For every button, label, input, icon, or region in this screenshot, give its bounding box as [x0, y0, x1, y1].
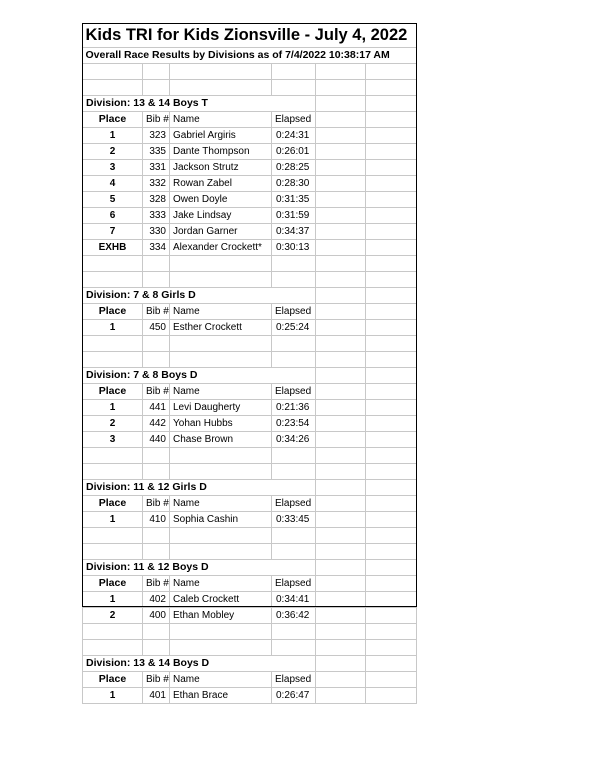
elapsed-cell: 0:30:13 — [272, 240, 316, 256]
results-table — [82, 23, 417, 704]
empty-cell — [143, 528, 170, 544]
empty-cell — [366, 416, 417, 432]
spacer-row — [83, 80, 417, 96]
elapsed-cell: 0:26:01 — [272, 144, 316, 160]
empty-cell — [170, 528, 272, 544]
empty-cell — [366, 496, 417, 512]
column-header-name: Name — [170, 384, 272, 400]
empty-cell — [366, 368, 417, 384]
name-cell: Esther Crockett — [170, 320, 272, 336]
elapsed-cell: 0:23:54 — [272, 416, 316, 432]
elapsed-cell: 0:24:31 — [272, 128, 316, 144]
empty-cell — [316, 96, 366, 112]
place-cell: 1 — [83, 400, 143, 416]
column-header-row — [83, 384, 417, 400]
empty-cell — [272, 544, 316, 560]
result-row — [83, 176, 417, 192]
empty-cell — [366, 656, 417, 672]
place-cell: 1 — [83, 512, 143, 528]
empty-cell — [170, 256, 272, 272]
empty-cell — [366, 304, 417, 320]
results-sheet — [82, 23, 416, 704]
empty-cell — [316, 672, 366, 688]
empty-cell — [143, 64, 170, 80]
empty-cell — [316, 640, 366, 656]
elapsed-cell: 0:21:36 — [272, 400, 316, 416]
column-header-elapsed: Elapsed — [272, 496, 316, 512]
place-cell: 5 — [83, 192, 143, 208]
result-row — [83, 512, 417, 528]
division-heading: Division: 11 & 12 Girls D — [83, 480, 316, 496]
empty-cell — [366, 544, 417, 560]
bib-cell: 331 — [143, 160, 170, 176]
place-cell: EXHB — [83, 240, 143, 256]
column-header-bib: Bib # — [143, 496, 170, 512]
place-cell: 1 — [83, 592, 143, 608]
column-header-name: Name — [170, 496, 272, 512]
empty-cell — [143, 448, 170, 464]
empty-cell — [316, 192, 366, 208]
column-header-elapsed: Elapsed — [272, 672, 316, 688]
empty-cell — [316, 544, 366, 560]
division-heading: Division: 11 & 12 Boys D — [83, 560, 316, 576]
column-header-elapsed: Elapsed — [272, 384, 316, 400]
column-header-row — [83, 576, 417, 592]
empty-cell — [316, 240, 366, 256]
empty-cell — [366, 224, 417, 240]
column-header-elapsed: Elapsed — [272, 112, 316, 128]
result-row — [83, 320, 417, 336]
empty-cell — [366, 352, 417, 368]
empty-cell — [366, 448, 417, 464]
page-title: Kids TRI for Kids Zionsville - July 4, 2022 — [83, 23, 417, 48]
place-cell: 2 — [83, 608, 143, 624]
empty-cell — [366, 320, 417, 336]
title-row — [83, 23, 417, 48]
empty-cell — [316, 64, 366, 80]
column-header-place: Place — [83, 112, 143, 128]
empty-cell — [83, 448, 143, 464]
name-cell: Chase Brown — [170, 432, 272, 448]
column-header-name: Name — [170, 672, 272, 688]
page-subtitle: Overall Race Results by Divisions as of 7/4/2022 10:38:17 AM — [83, 48, 417, 64]
empty-cell — [316, 528, 366, 544]
empty-cell — [272, 64, 316, 80]
place-cell: 6 — [83, 208, 143, 224]
bib-cell: 401 — [143, 688, 170, 704]
result-row — [83, 240, 417, 256]
empty-cell — [83, 624, 143, 640]
column-header-place: Place — [83, 304, 143, 320]
empty-cell — [83, 464, 143, 480]
empty-cell — [366, 192, 417, 208]
empty-cell — [272, 352, 316, 368]
bib-cell: 335 — [143, 144, 170, 160]
empty-cell — [170, 64, 272, 80]
empty-cell — [366, 288, 417, 304]
result-row — [83, 592, 417, 608]
division-heading-row — [83, 288, 417, 304]
column-header-name: Name — [170, 304, 272, 320]
empty-cell — [316, 512, 366, 528]
empty-cell — [170, 448, 272, 464]
division-heading-row — [83, 368, 417, 384]
division-heading: Division: 13 & 14 Boys D — [83, 656, 316, 672]
division-heading-row — [83, 480, 417, 496]
elapsed-cell: 0:25:24 — [272, 320, 316, 336]
spacer-row — [83, 64, 417, 80]
column-header-elapsed: Elapsed — [272, 576, 316, 592]
place-cell: 7 — [83, 224, 143, 240]
empty-cell — [143, 336, 170, 352]
bib-cell: 333 — [143, 208, 170, 224]
spacer-row — [83, 448, 417, 464]
empty-cell — [316, 256, 366, 272]
place-cell: 3 — [83, 432, 143, 448]
empty-cell — [143, 640, 170, 656]
name-cell: Ethan Brace — [170, 688, 272, 704]
empty-cell — [366, 528, 417, 544]
empty-cell — [316, 384, 366, 400]
empty-cell — [316, 368, 366, 384]
empty-cell — [83, 80, 143, 96]
name-cell: Gabriel Argiris — [170, 128, 272, 144]
spacer-row — [83, 464, 417, 480]
empty-cell — [272, 80, 316, 96]
empty-cell — [316, 480, 366, 496]
empty-cell — [316, 416, 366, 432]
name-cell: Yohan Hubbs — [170, 416, 272, 432]
result-row — [83, 160, 417, 176]
name-cell: Dante Thompson — [170, 144, 272, 160]
bib-cell: 332 — [143, 176, 170, 192]
empty-cell — [83, 528, 143, 544]
elapsed-cell: 0:26:47 — [272, 688, 316, 704]
column-header-bib: Bib # — [143, 384, 170, 400]
empty-cell — [272, 624, 316, 640]
empty-cell — [366, 464, 417, 480]
place-cell: 1 — [83, 320, 143, 336]
division-heading-row — [83, 656, 417, 672]
empty-cell — [272, 464, 316, 480]
column-header-bib: Bib # — [143, 576, 170, 592]
bib-cell: 440 — [143, 432, 170, 448]
empty-cell — [170, 640, 272, 656]
empty-cell — [170, 544, 272, 560]
place-cell: 3 — [83, 160, 143, 176]
empty-cell — [366, 272, 417, 288]
empty-cell — [316, 144, 366, 160]
empty-cell — [366, 64, 417, 80]
empty-cell — [366, 96, 417, 112]
spacer-row — [83, 352, 417, 368]
empty-cell — [316, 400, 366, 416]
name-cell: Alexander Crockett* — [170, 240, 272, 256]
place-cell: 4 — [83, 176, 143, 192]
empty-cell — [143, 80, 170, 96]
empty-cell — [366, 688, 417, 704]
name-cell: Caleb Crockett — [170, 592, 272, 608]
empty-cell — [366, 480, 417, 496]
spacer-row — [83, 336, 417, 352]
result-row — [83, 192, 417, 208]
name-cell: Levi Daugherty — [170, 400, 272, 416]
empty-cell — [316, 304, 366, 320]
empty-cell — [366, 432, 417, 448]
empty-cell — [366, 384, 417, 400]
empty-cell — [366, 608, 417, 624]
empty-cell — [366, 400, 417, 416]
empty-cell — [316, 352, 366, 368]
empty-cell — [170, 352, 272, 368]
empty-cell — [170, 80, 272, 96]
column-header-name: Name — [170, 576, 272, 592]
empty-cell — [366, 336, 417, 352]
spacer-row — [83, 272, 417, 288]
spacer-row — [83, 544, 417, 560]
place-cell: 1 — [83, 128, 143, 144]
name-cell: Rowan Zabel — [170, 176, 272, 192]
division-heading: Division: 7 & 8 Girls D — [83, 288, 316, 304]
place-cell: 1 — [83, 688, 143, 704]
empty-cell — [316, 624, 366, 640]
name-cell: Ethan Mobley — [170, 608, 272, 624]
empty-cell — [316, 160, 366, 176]
division-heading: Division: 7 & 8 Boys D — [83, 368, 316, 384]
place-cell: 2 — [83, 416, 143, 432]
bib-cell: 442 — [143, 416, 170, 432]
name-cell: Jordan Garner — [170, 224, 272, 240]
elapsed-cell: 0:34:37 — [272, 224, 316, 240]
empty-cell — [316, 592, 366, 608]
empty-cell — [366, 256, 417, 272]
empty-cell — [366, 112, 417, 128]
empty-cell — [316, 288, 366, 304]
empty-cell — [83, 64, 143, 80]
empty-cell — [366, 640, 417, 656]
elapsed-cell: 0:28:30 — [272, 176, 316, 192]
empty-cell — [366, 592, 417, 608]
column-header-row — [83, 672, 417, 688]
empty-cell — [366, 176, 417, 192]
empty-cell — [316, 224, 366, 240]
empty-cell — [143, 464, 170, 480]
elapsed-cell: 0:31:59 — [272, 208, 316, 224]
result-row — [83, 688, 417, 704]
bib-cell: 323 — [143, 128, 170, 144]
spacer-row — [83, 640, 417, 656]
empty-cell — [143, 352, 170, 368]
result-row — [83, 416, 417, 432]
bib-cell: 328 — [143, 192, 170, 208]
empty-cell — [272, 640, 316, 656]
division-heading: Division: 13 & 14 Boys T — [83, 96, 316, 112]
bib-cell: 400 — [143, 608, 170, 624]
empty-cell — [366, 576, 417, 592]
empty-cell — [316, 128, 366, 144]
result-row — [83, 224, 417, 240]
column-header-elapsed: Elapsed — [272, 304, 316, 320]
elapsed-cell: 0:34:26 — [272, 432, 316, 448]
empty-cell — [143, 624, 170, 640]
elapsed-cell: 0:33:45 — [272, 512, 316, 528]
empty-cell — [316, 432, 366, 448]
place-cell: 2 — [83, 144, 143, 160]
empty-cell — [366, 208, 417, 224]
column-header-place: Place — [83, 496, 143, 512]
result-row — [83, 400, 417, 416]
empty-cell — [316, 176, 366, 192]
column-header-row — [83, 112, 417, 128]
spacer-row — [83, 528, 417, 544]
bib-cell: 330 — [143, 224, 170, 240]
name-cell: Jackson Strutz — [170, 160, 272, 176]
name-cell: Owen Doyle — [170, 192, 272, 208]
empty-cell — [316, 336, 366, 352]
empty-cell — [143, 256, 170, 272]
result-row — [83, 144, 417, 160]
empty-cell — [316, 320, 366, 336]
empty-cell — [272, 272, 316, 288]
result-row — [83, 432, 417, 448]
empty-cell — [366, 624, 417, 640]
empty-cell — [316, 496, 366, 512]
bib-cell: 334 — [143, 240, 170, 256]
elapsed-cell: 0:34:41 — [272, 592, 316, 608]
empty-cell — [366, 560, 417, 576]
spacer-row — [83, 624, 417, 640]
column-header-place: Place — [83, 384, 143, 400]
column-header-bib: Bib # — [143, 112, 170, 128]
empty-cell — [170, 464, 272, 480]
empty-cell — [316, 576, 366, 592]
empty-cell — [170, 272, 272, 288]
spacer-row — [83, 256, 417, 272]
column-header-place: Place — [83, 576, 143, 592]
elapsed-cell: 0:36:42 — [272, 608, 316, 624]
result-row — [83, 208, 417, 224]
empty-cell — [366, 80, 417, 96]
empty-cell — [316, 272, 366, 288]
column-header-row — [83, 304, 417, 320]
empty-cell — [316, 560, 366, 576]
division-heading-row — [83, 560, 417, 576]
empty-cell — [83, 256, 143, 272]
elapsed-cell: 0:28:25 — [272, 160, 316, 176]
empty-cell — [272, 256, 316, 272]
empty-cell — [366, 512, 417, 528]
empty-cell — [366, 144, 417, 160]
empty-cell — [83, 544, 143, 560]
bib-cell: 402 — [143, 592, 170, 608]
empty-cell — [272, 448, 316, 464]
empty-cell — [366, 240, 417, 256]
name-cell: Sophia Cashin — [170, 512, 272, 528]
empty-cell — [83, 352, 143, 368]
column-header-name: Name — [170, 112, 272, 128]
division-heading-row — [83, 96, 417, 112]
column-header-bib: Bib # — [143, 672, 170, 688]
result-row — [83, 608, 417, 624]
empty-cell — [316, 112, 366, 128]
bib-cell: 410 — [143, 512, 170, 528]
result-row — [83, 128, 417, 144]
empty-cell — [316, 656, 366, 672]
empty-cell — [316, 464, 366, 480]
subtitle-row — [83, 48, 417, 64]
bib-cell: 450 — [143, 320, 170, 336]
empty-cell — [366, 160, 417, 176]
column-header-place: Place — [83, 672, 143, 688]
column-header-bib: Bib # — [143, 304, 170, 320]
empty-cell — [170, 336, 272, 352]
name-cell: Jake Lindsay — [170, 208, 272, 224]
empty-cell — [366, 672, 417, 688]
empty-cell — [83, 272, 143, 288]
empty-cell — [83, 640, 143, 656]
bib-cell: 441 — [143, 400, 170, 416]
empty-cell — [170, 624, 272, 640]
empty-cell — [316, 608, 366, 624]
empty-cell — [316, 448, 366, 464]
elapsed-cell: 0:31:35 — [272, 192, 316, 208]
empty-cell — [83, 336, 143, 352]
column-header-row — [83, 496, 417, 512]
empty-cell — [143, 544, 170, 560]
empty-cell — [272, 336, 316, 352]
empty-cell — [366, 128, 417, 144]
empty-cell — [316, 208, 366, 224]
empty-cell — [316, 688, 366, 704]
empty-cell — [272, 528, 316, 544]
empty-cell — [143, 272, 170, 288]
empty-cell — [316, 80, 366, 96]
